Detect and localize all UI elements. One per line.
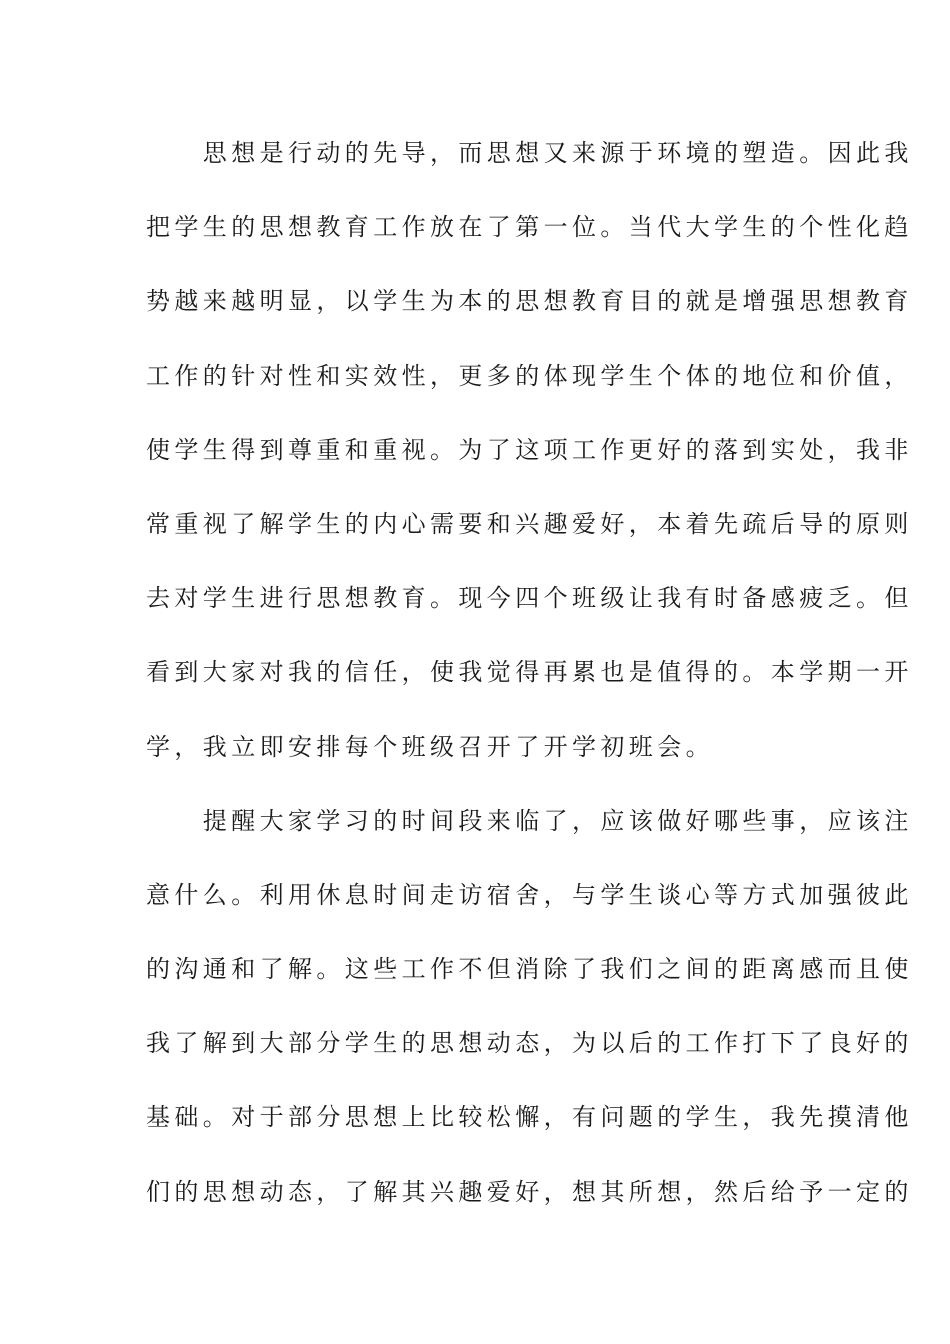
text-line: 思想是行动的先导，而思想又来源于环境的塑造。因此我 bbox=[146, 139, 913, 167]
body-text bbox=[146, 127, 913, 1240]
text-line: 去对学生进行思想教育。现今四个班级让我有时备感疲乏。但 bbox=[146, 584, 913, 613]
text-line: 常重视了解学生的内心需要和兴趣爱好，本着先疏后导的原则 bbox=[146, 509, 913, 538]
text-line: 使学生得到尊重和重视。为了这项工作更好的落到实处，我非 bbox=[146, 435, 913, 464]
text-line: 基础。对于部分思想上比较松懈，有问题的学生，我先摸清他 bbox=[146, 1103, 913, 1132]
text-line: 意什么。利用休息时间走访宿舍，与学生谈心等方式加强彼此 bbox=[146, 880, 913, 909]
text-line: 势越来越明显，以学生为本的思想教育目的就是增强思想教育 bbox=[146, 287, 913, 316]
text-line: 工作的针对性和实效性，更多的体现学生个体的地位和价值， bbox=[146, 361, 913, 390]
text-line: 我了解到大部分学生的思想动态，为以后的工作打下了良好的 bbox=[146, 1029, 913, 1058]
text-line: 提醒大家学习的时间段来临了，应该做好哪些事，应该注 bbox=[146, 806, 913, 835]
text-line: 看到大家对我的信任，使我觉得再累也是值得的。本学期一开 bbox=[146, 658, 913, 687]
text-line: 把学生的思想教育工作放在了第一位。当代大学生的个性化趋 bbox=[146, 213, 913, 242]
text-line: 们的思想动态，了解其兴趣爱好，想其所想，然后给予一定的 bbox=[146, 1177, 913, 1206]
text-line: 学，我立即安排每个班级召开了开学初班会。 bbox=[146, 732, 714, 761]
text-line: 的沟通和了解。这些工作不但消除了我们之间的距离感而且使 bbox=[146, 955, 913, 984]
